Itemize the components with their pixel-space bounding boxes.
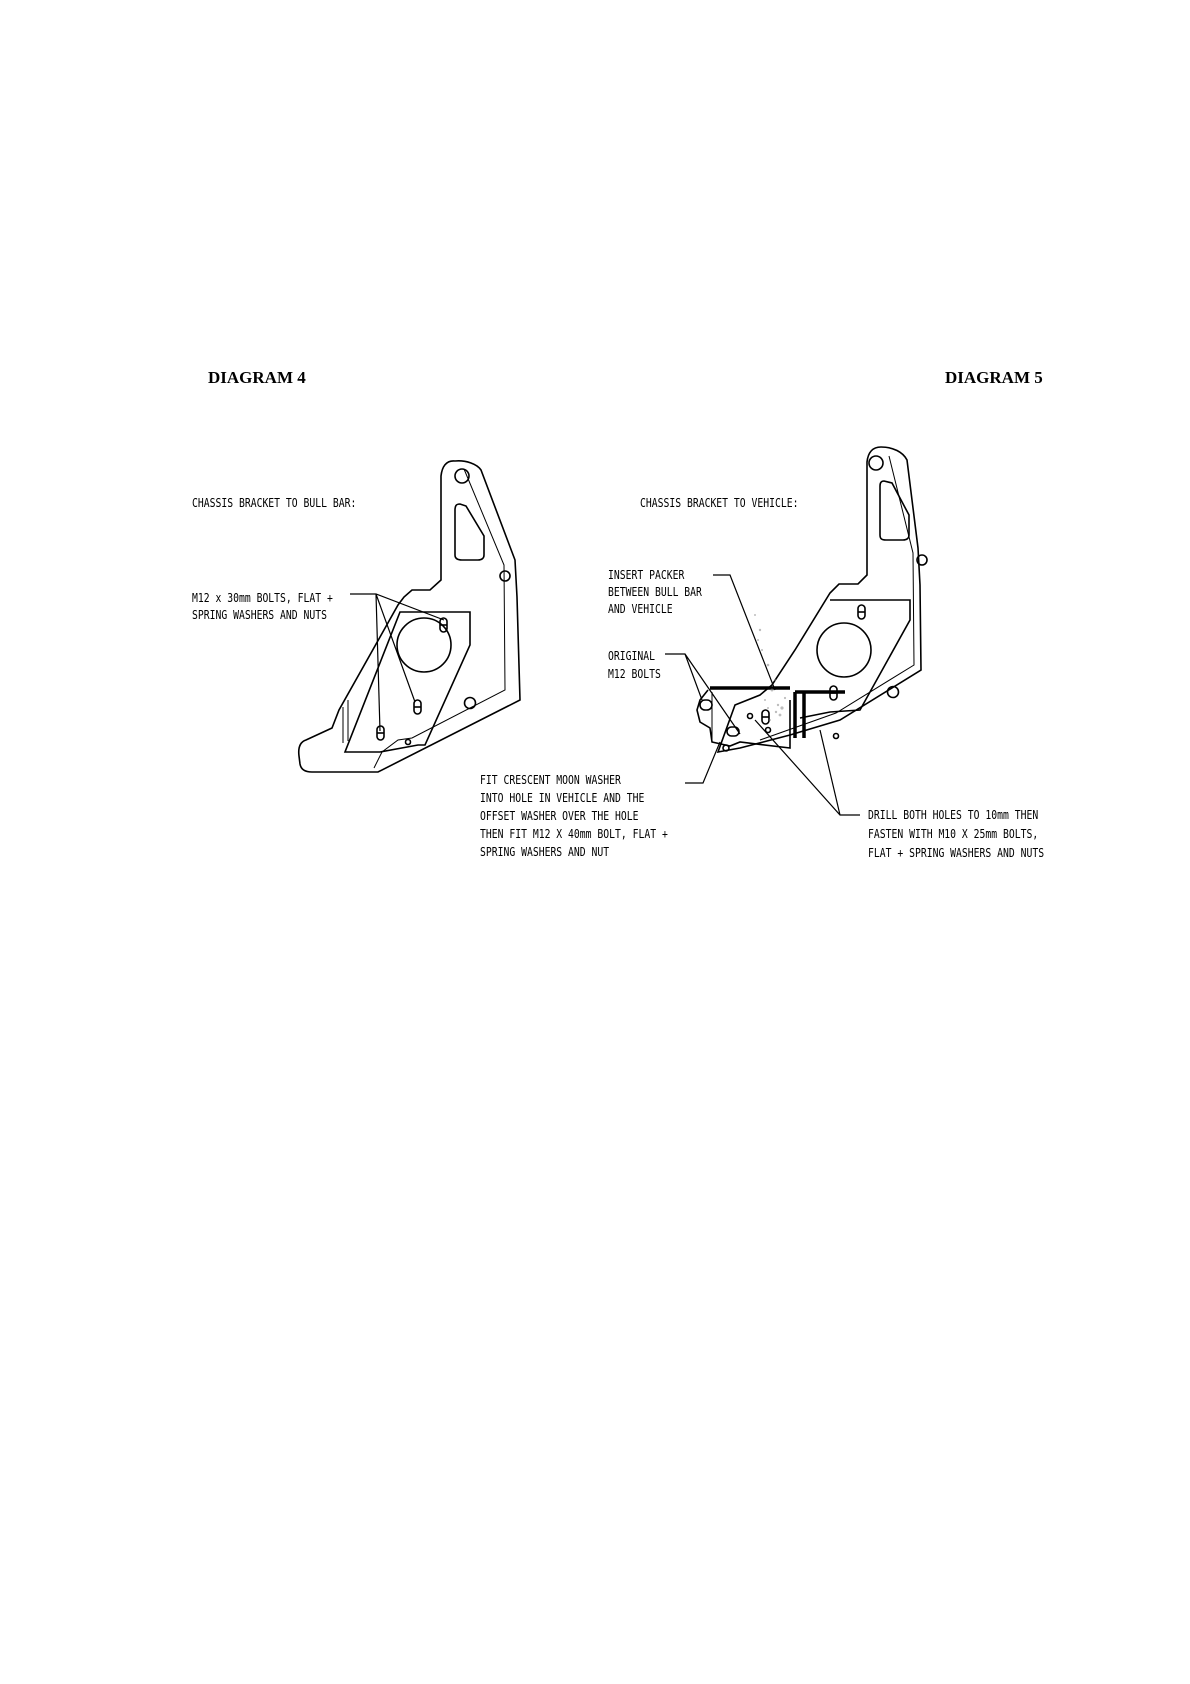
diagram-5-drill-callout-line-2: FASTEN WITH M10 X 25mm BOLTS, [868, 826, 1039, 841]
diagram-5-heading: DIAGRAM 5 [945, 368, 1043, 387]
diagram-5-crescent-callout-line-4: THEN FIT M12 X 40mm BOLT, FLAT + [480, 826, 668, 841]
diagram-5-packer-callout-line-3: AND VEHICLE [608, 601, 673, 616]
packer-shading [754, 614, 786, 721]
diagram-5-original-callout-line-2: M12 BOLTS [608, 666, 661, 681]
diagram-5-drill-callout-line-3: FLAT + SPRING WASHERS AND NUTS [868, 845, 1045, 860]
diagram-5-packer-callout-line-1: INSERT PACKER [608, 567, 685, 582]
diagram-5-crescent-callout-line-3: OFFSET WASHER OVER THE HOLE [480, 808, 639, 823]
diagram-4-bolts-callout-line-1: M12 x 30mm BOLTS, FLAT + [192, 590, 333, 605]
diagram-4-heading: DIAGRAM 4 [208, 368, 306, 387]
diagram-5-crescent-callout-line-1: FIT CRESCENT MOON WASHER [480, 772, 621, 787]
diagram-5-drill-callout-line-1: DRILL BOTH HOLES TO 10mm THEN [868, 807, 1039, 822]
diagram-5-crescent-callout-line-2: INTO HOLE IN VEHICLE AND THE [480, 790, 645, 805]
diagram-4-title: CHASSIS BRACKET TO BULL BAR: [192, 495, 357, 510]
diagram-4-bolts-callout-line-2: SPRING WASHERS AND NUTS [192, 607, 328, 622]
diagram-5-title: CHASSIS BRACKET TO VEHICLE: [640, 495, 799, 510]
diagram-5-packer-callout-line-2: BETWEEN BULL BAR [608, 584, 702, 599]
diagram-5-original-callout-line-1: ORIGINAL [608, 648, 655, 663]
diagram-5-crescent-callout-line-5: SPRING WASHERS AND NUT [480, 844, 610, 859]
